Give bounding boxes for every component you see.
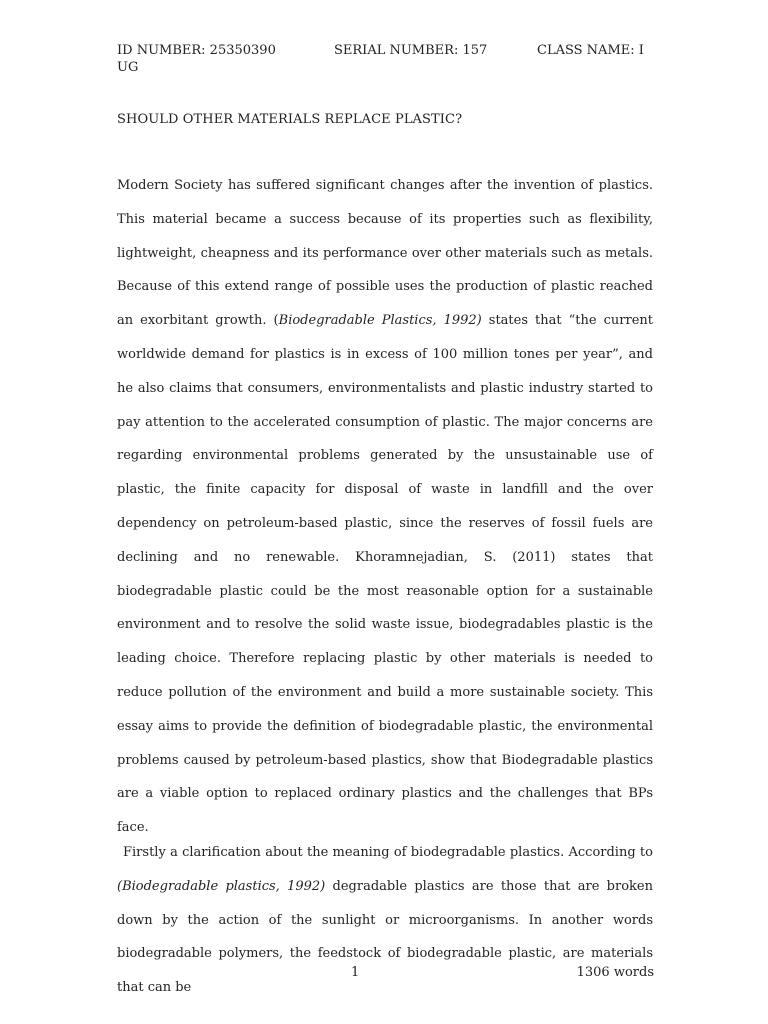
essay-title: SHOULD OTHER MATERIALS REPLACE PLASTIC? xyxy=(117,112,463,127)
serial-number: SERIAL NUMBER: 157 xyxy=(334,43,488,58)
paragraph-text: Modern Society has suffered significant changes after the invention of plastics. This material became a success because of its properties such as flexibility, lightweight, cheapness and its performance over other materials such as metals. Because of this extend range of possible uses the production of plastic reached an exorbitant growth. ( xyxy=(117,178,653,329)
class-name: CLASS NAME: I xyxy=(537,43,644,58)
paragraph-text: states that “the current worldwide demand for plastics is in excess of 100 million tones per year”, and he also claims that consumers, environmentalists and plastic industry started to pay attention to the accelerated consumption of plastic. The major concerns are regarding environmental problems generated by the unsustainable use of plastic, the finite capacity for disposal of waste in landfill and the over dependency on petroleum-based plastic, since the reserves of fossil fuels are declining and no renewable. Khoramnejadian, S. (2011) states that biodegradable plastic could be the most reasonable option for a sustainable environment and to resolve the solid waste issue, biodegradables plastic is the leading choice. Therefore replacing plastic by other materials is needed to reduce pollution of the environment and build a more sustainable society. This essay aims to provide the definition of biodegradable plastic, the environmental problems caused by petroleum-based plastics, show that Biodegradable plastics are a viable option to replaced ordinary plastics and the challenges that BPs face. xyxy=(117,313,653,836)
paragraph-text: Firstly a clarification about the meaning of biodegradable plastics. According to xyxy=(123,845,653,860)
paragraph-text: degradable plastics are those that are broken down by the action of the sunlight or microorganisms. In another words biodegradable polymers, the feedstock of biodegradable plastic, are materials that can be xyxy=(117,878,653,996)
citation: (Biodegradable plastics, 1992) xyxy=(117,878,326,894)
document-header xyxy=(117,42,657,76)
page-number: 1 xyxy=(351,965,360,980)
paragraph-introduction xyxy=(117,169,653,845)
word-count: 1306 words xyxy=(576,965,654,980)
class-name-continued: UG xyxy=(117,60,139,75)
paragraph-definition xyxy=(117,836,653,1005)
id-number: ID NUMBER: 25350390 xyxy=(117,43,276,58)
citation: Biodegradable Plastics, 1992) xyxy=(278,313,482,329)
